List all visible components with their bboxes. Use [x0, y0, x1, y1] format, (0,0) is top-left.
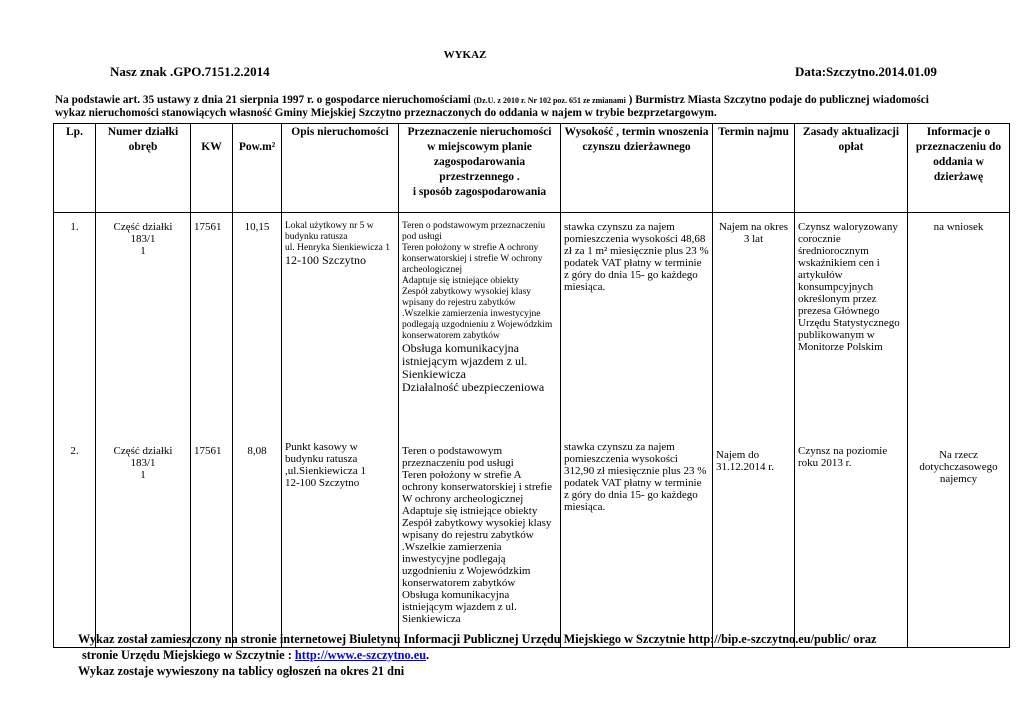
document-date: Data:Szczytno.2014.01.09: [795, 64, 937, 79]
header-purpose: Przeznaczenie nieruchomości w miejscowym planie zagospodarowania przestrzennego . i sposób zagospodarowania: [399, 124, 561, 213]
footer-line-1: Wykaz został zamieszczony na stronie internetowej Biuletynu Informacji Publicznej Urzędu Miejskiego w Szczytnie http://bip.e-szczytno.eu/public/ oraz: [78, 632, 877, 646]
table-row: [54, 439, 1010, 648]
row1-description-detail: Lokal użytkowy nr 5 w budynku ratusza ul. Henryka Sienkiewicza 1: [285, 221, 390, 253]
row1-rules: Czynsz waloryzowany corocznie średniorocznym wskaźnikiem cen i artykułów konsumpcyjnych określonym przez prezesa Głównego Urzędu Statystycznego publikowanym w Monitorze Polskim: [795, 213, 908, 439]
row1-description: [282, 213, 399, 439]
row1-purpose: [399, 213, 561, 439]
footer-notice: [78, 631, 1008, 679]
table-row: [54, 213, 1010, 439]
document-title: WYKAZ: [443, 49, 487, 61]
row1-area: 10,15: [233, 213, 282, 439]
row1-rent: stawka czynszu za najem pomieszczenia wysokości 48,68 zł za 1 m² miesięcznie plus 23 % podatek VAT płatny w terminie z góry do dnia 15- go każdego miesiąca.: [561, 213, 713, 439]
website-link[interactable]: http://www.e-szczytno.eu: [294, 648, 427, 662]
row1-description-city: 12-100 Szczytno: [285, 253, 366, 267]
intro-paragraph: [55, 94, 955, 120]
row2-term: Najem do 31.12.2014 r.: [713, 439, 795, 648]
property-table: [53, 123, 1010, 648]
header-lp: Lp.: [54, 124, 96, 213]
row2-kw: 17561: [191, 439, 233, 648]
row1-lp: 1.: [54, 213, 96, 439]
footer-line-2-end: .: [426, 648, 430, 662]
header-info: Informacje o przeznaczeniu do oddania w dzierżawę: [908, 124, 1010, 213]
header-rent: Wysokość , termin wnoszenia czynszu dzierżawnego: [561, 124, 713, 213]
row2-rules: Czynsz na poziomie roku 2013 r.: [795, 439, 908, 648]
row2-rent: stawka czynszu za najem pomieszczenia wysokości 312,90 zł miesięcznie plus 23 % podatek VAT płatny w terminie z góry do dnia 15- go każdego miesiąca.: [561, 439, 713, 648]
footer-line-2-text: stronie Urzędu Miejskiego w Szczytnie :: [82, 648, 292, 662]
header-description: Opis nieruchomości: [282, 124, 399, 213]
reference-number: Nasz znak .GPO.7151.2.2014: [110, 64, 270, 79]
table-header-row: [54, 124, 1010, 213]
header-area: Pow.m²: [233, 124, 282, 213]
header-kw: KW: [191, 124, 233, 213]
intro-text-1: Na podstawie art. 35 ustawy z dnia 21 sierpnia 1997 r. o gospodarce nieruchomościami: [55, 94, 471, 106]
row1-purpose-extra: Obsługa komunikacyjna istniejącym wjazdem z ul. Sienkiewicza Działalność ubezpieczeniowa: [402, 341, 545, 394]
footer-line-2: [78, 647, 1008, 663]
header-parcel: Numer działki obręb: [96, 124, 191, 213]
row1-purpose-detail: Teren o podstawowym przeznaczeniu pod usługi Teren położony w strefie A ochrony konserwatorskiej i strefie W ochrony archeologicznej Adaptuje się istniejące obiekty Zespół zabytkowy wysokiej klasy wpisany do rejestru zabytków .Wszelkie zamierzenia inwestycyjne podlegają uzgodnieniu z Wojewódzkim konserwatorem zabytków: [402, 221, 553, 341]
row2-info: Na rzecz dotychczasowego najemcy: [908, 439, 1010, 648]
header-term: Termin najmu: [713, 124, 795, 213]
row2-parcel: Część działki 183/1 1: [96, 439, 191, 648]
header-rules: Zasady aktualizacji opłat: [795, 124, 908, 213]
footer-line-3: Wykaz zostaje wywieszony na tablicy ogłoszeń na okres 21 dni: [78, 664, 405, 678]
row1-term: Najem na okres 3 lat: [713, 213, 795, 439]
row1-parcel: Część działki 183/1 1: [96, 213, 191, 439]
row2-description: Punkt kasowy w budynku ratusza ,ul.Sienkiewicza 1 12-100 Szczytno: [282, 439, 399, 648]
row1-kw: 17561: [191, 213, 233, 439]
intro-text-2: ) Burmistrz Miasta Szczytno podaje do publicznej wiadomości wykaz nieruchomości stanowiących własność Gminy Miejskiej Szczytno przeznaczonych do oddania w najem w trybie bezprzetargowym.: [55, 94, 929, 119]
row2-purpose: Teren o podstawowym przeznaczeniu pod usługi Teren położony w strefie A ochrony konserwatorskiej i strefie W ochrony archeologicznej Adaptuje się istniejące obiekty Zespół zabytkowy wysokiej klasy wpisany do rejestru zabytków .Wszelkie zamierzenia inwestycyjne podlegają uzgodnieniu z Wojewódzkim konserwatorem zabytków Obsługa komunikacyjna istniejącym wjazdem z ul. Sienkiewicza: [399, 439, 561, 648]
intro-legal-basis: (Dz.U. z 2010 r. Nr 102 poz. 651 ze zmianami: [473, 96, 626, 105]
row1-info: na wniosek: [908, 213, 1010, 439]
row2-lp: 2.: [54, 439, 96, 648]
row2-area: 8,08: [233, 439, 282, 648]
